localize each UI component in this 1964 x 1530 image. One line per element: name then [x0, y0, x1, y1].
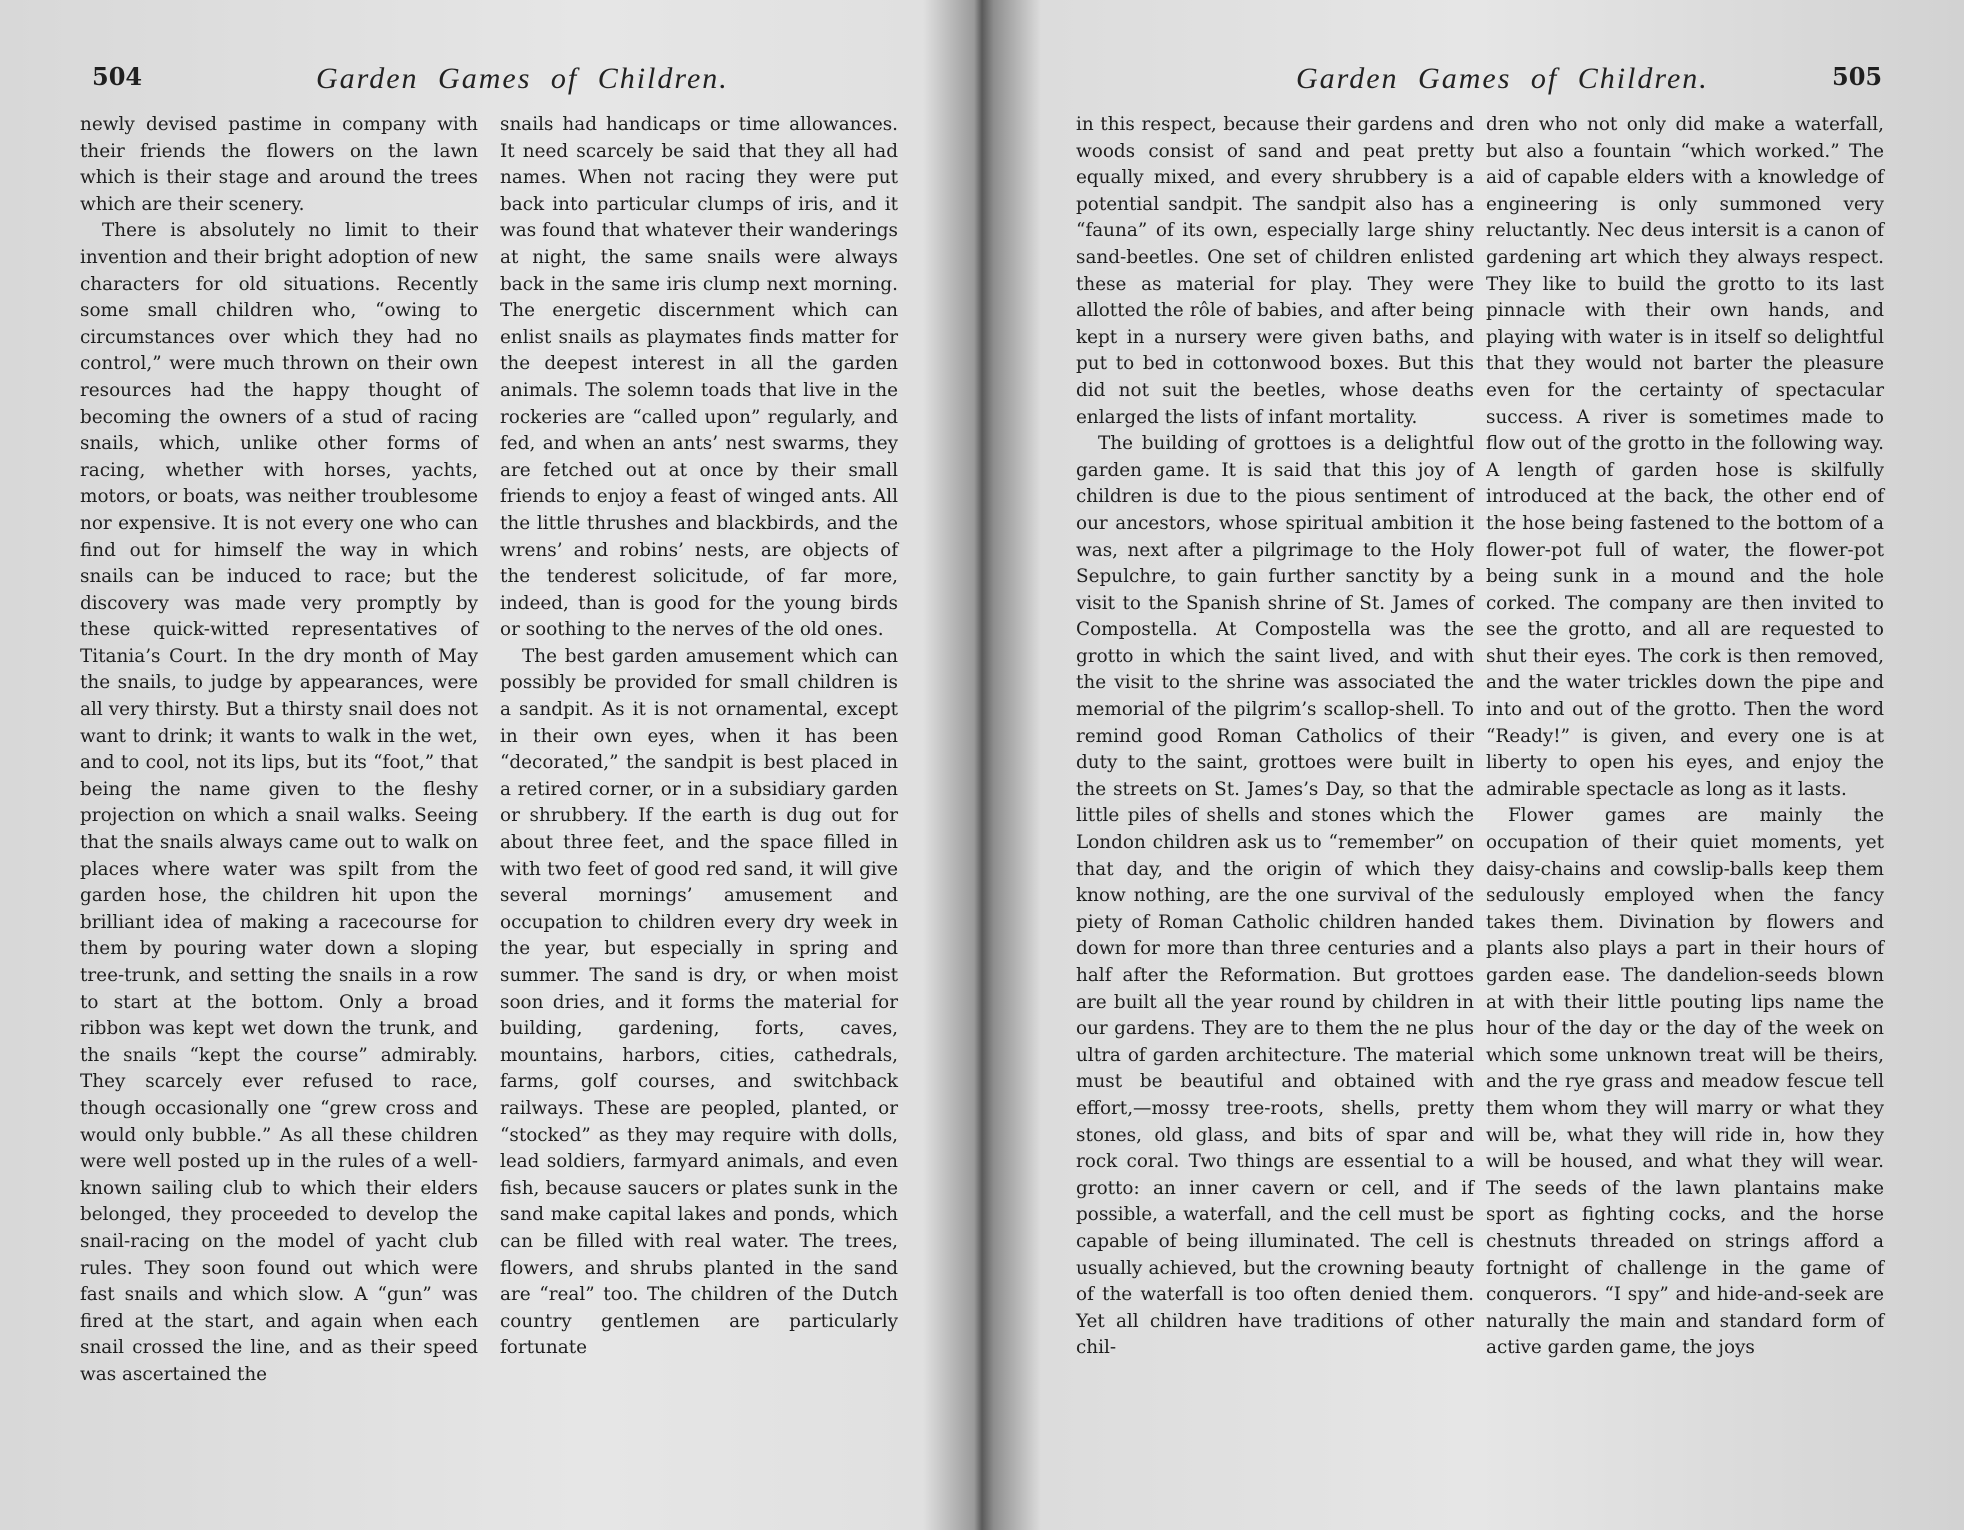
paragraph: dren who not only did make a waterfall, but also a fountain “which worked.” The aid of capable elders with a knowledge of engineering is only summoned very reluctantly. Nec deus intersit is a canon of gardening art which they always respect. They like to build the grotto to its last pinnacle with their own hands, and playing with water is in itself so delightful that they would not barter the pleasure even for the certainty of spectacular success. A river is sometimes made to flow out of the grotto in the following way. A length of garden hose is skilfully introduced at the back, the other end of the hose being fastened to the bottom of a flower-pot full of water, the flower-pot being sunk in a mound and the hole corked. The company are then invited to see the grotto, and all are requested to shut their eyes. The cork is then removed, and the water trickles down the pipe and into and out of the grotto. Then the word “Ready!” is given, and every one is at liberty to open his eyes, and enjoy the admirable spectacle as long as it lasts.: [1486, 114, 1884, 800]
right-page: [982, 0, 1964, 1530]
running-head: Garden Games of Children.: [316, 62, 729, 95]
text-column: [1486, 112, 1884, 1362]
paragraph: There is absolutely no limit to their invention and their bright adoption of new characters for old situations. Recently some small children who, “owing to circumstances over which they had no control,” were much thrown on their own resources had the happy thought of becoming the owners of a stud of racing snails, which, unlike other forms of racing, whether with horses, yachts, motors, or boats, was neither troublesome nor expensive. It is not every one who can find out for himself the way in which snails can be induced to race; but the discovery was made very promptly by these quick-witted representatives of Titania’s Court. In the dry month of May the snails, to judge by appearances, were all very thirsty. But a thirsty snail does not want to drink; it wants to walk in the wet, and to cool, not its lips, but its “foot,” that being the name given to the fleshy projection on which a snail walks. Seeing that the snails always came out to walk on places where water was spilt from the garden hose, the children hit upon the brilliant idea of making a racecourse for them by pouring water down a sloping tree-trunk, and setting the snails in a row to start at the bottom. Only a broad ribbon was kept wet down the trunk, and the snails “kept the course” admirably. They scarcely ever refused to race, though occasionally one “grew cross and would only bubble.” As all these children were well posted up in the rules of a well-known sailing club to which their elders belonged, they proceeded to develop the snail-racing on the model of yacht club rules. They soon found out which were fast snails and which slow. A “gun” was fired at the start, and again when each snail crossed the line, and as their speed was ascertained the: [80, 220, 478, 1385]
paragraph: Flower games are mainly the occupation of their quiet moments, yet daisy-chains and cowslip-balls keep them sedulously employed when the fancy takes them. Divination by flowers and plants also plays a part in their hours of garden ease. The dandelion-seeds blown at with their little pouting lips name the hour of the day or the day of the week on which some unknown treat will be theirs, and the rye grass and meadow fescue tell them whom they will marry or what they will be, what they will ride in, how they will be housed, and what they will wear. The seeds of the lawn plantains make sport as fighting cocks, and the horse chestnuts threaded on strings afford a fortnight of challenge in the game of conquerors. “I spy” and hide-and-seek are naturally the main and standard form of active garden game, the joys: [1486, 805, 1884, 1359]
paragraph: The best garden amusement which can possibly be provided for small children is a sandpit. As it is not ornamental, except in their own eyes, when it has been “decorated,” the sandpit is best placed in a retired corner, or in a subsidiary garden or shrubbery. If the earth is dug out for about three feet, and the space filled in with two feet of good red sand, it will give several mornings’ amusement and occupation to children every dry week in the year, but especially in spring and summer. The sand is dry, or when moist soon dries, and it forms the material for building, gardening, forts, caves, mountains, harbors, cities, cathedrals, farms, golf courses, and switchback railways. These are peopled, planted, or “stocked” as they may require with dolls, lead soldiers, farmyard animals, and even fish, because saucers or plates sunk in the sand make capital lakes and ponds, which can be filled with real water. The trees, flowers, and shrubs planted in the sand are “real” too. The children of the Dutch country gentlemen are particularly fortunate: [500, 645, 898, 1359]
text-column: [1076, 112, 1474, 1362]
text-column: [80, 112, 478, 1389]
running-head: Garden Games of Children.: [1296, 62, 1709, 95]
page-number: 505: [1832, 62, 1883, 91]
paragraph: snails had handicaps or time allowances. It need scarcely be said that they all had names. When not racing they were put back into particular clumps of iris, and it was found that whatever their wanderings at night, the same snails were always back in the same iris clump next morning. The energetic discernment which can enlist snails as playmates finds matter for the deepest interest in all the garden animals. The solemn toads that live in the rockeries are “called upon” regularly, and fed, and when an ants’ nest swarms, they are fetched out at once by their small friends to enjoy a feast of winged ants. All the little thrushes and blackbirds, and the wrens’ and robins’ nests, are objects of the tenderest solicitude, of far more, indeed, than is good for the young birds or soothing to the nerves of the old ones.: [500, 114, 898, 641]
paragraph: newly devised pastime in company with their friends the flowers on the lawn which is their stage and around the trees which are their scenery.: [80, 114, 478, 215]
page-number: 504: [92, 62, 143, 91]
paragraph: The building of grottoes is a delightful garden game. It is said that this joy of children is due to the pious sentiment of our ancestors, whose spiritual ambition it was, next after a pilgrimage to the Holy Sepulchre, to gain further sanctity by a visit to the Spanish shrine of St. James of Compostella. At Compostella was the grotto in which the saint lived, and with the visit to the shrine was associated the memorial of the pilgrim’s scallop-shell. To remind good Roman Catholics of their duty to the saint, grottoes were built in the streets on St. James’s Day, so that the little piles of shells and stones which the London children ask us to “remember” on that day, and the origin of which they know nothing, are the one survival of the piety of Roman Catholic children handed down for more than three centuries and a half after the Reformation. But grottoes are built all the year round by children in our gardens. They are to them the ne plus ultra of garden architecture. The material must be beautiful and obtained with effort,—mossy tree-roots, shells, pretty stones, old glass, and bits of spar and rock coral. Two things are essential to a grotto: an inner cavern or cell, and if possible, a waterfall, and the cell must be capable of being illuminated. The cell is usually achieved, but the crowning beauty of the waterfall is too often denied them. Yet all children have traditions of other chil-: [1076, 433, 1474, 1359]
paragraph: in this respect, because their gardens and woods consist of sand and peat pretty equally mixed, and every shrubbery is a potential sandpit. The sandpit also has a “fauna” of its own, especially large shiny sand-beetles. One set of children enlisted these as material for play. They were allotted the rôle of babies, and after being kept in a nursery were given baths, and put to bed in cottonwood boxes. But this did not suit the beetles, whose deaths enlarged the lists of infant mortality.: [1076, 114, 1474, 428]
text-column: [500, 112, 898, 1362]
